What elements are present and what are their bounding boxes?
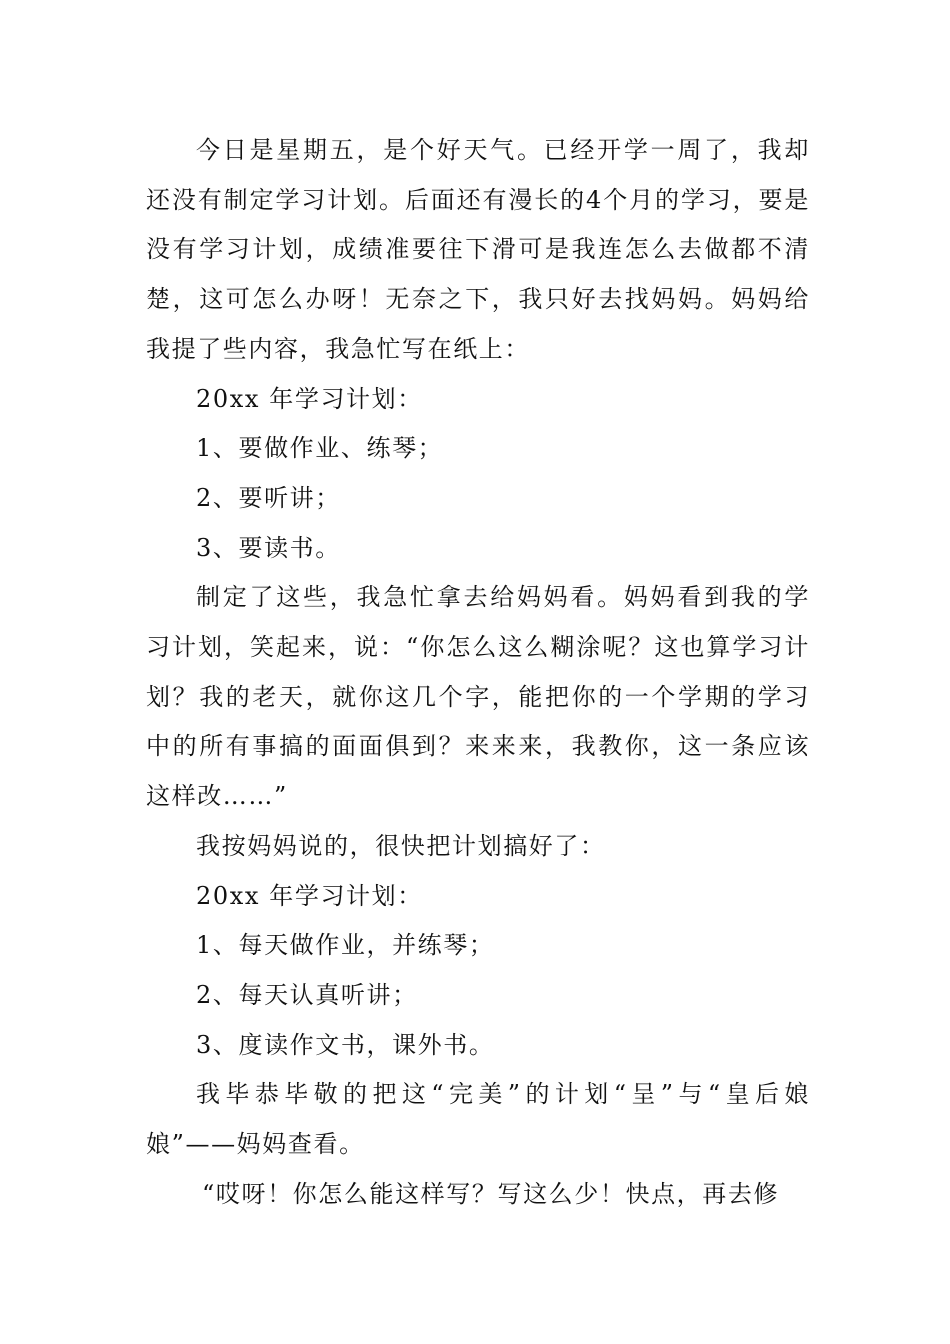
- document-body: [146, 126, 810, 1219]
- plan-item-3-first: 3、要读书。: [196, 533, 341, 562]
- plan-item-2-second: 2、每天认真听讲；: [196, 980, 418, 1009]
- paragraph-mom-reaction: 制定了这些，我急忙拿去给妈妈看。妈妈看到我的学习计划，笑起来，说：“你怎么这么糊涂呢？这也算学习计划？我的老天，就你这几个字，能把你的一个学期的学习中的所有事搞的面面俱到？来来来，我教你，这一条应该这样改……”: [146, 583, 810, 811]
- paragraph-mom-complaint: “哎呀！你怎么能这样写？写这么少！快点，再去修: [202, 1179, 780, 1208]
- plan-title-first: 20xx 年学习计划：: [196, 384, 423, 413]
- plan-title-second: 20xx 年学习计划：: [196, 881, 423, 910]
- paragraph-intro: 今日是星期五，是个好天气。已经开学一周了，我却还没有制定学习计划。后面还有漫长的4个月的学习，要是没有学习计划，成绩准要往下滑可是我连怎么去做都不清楚，这可怎么办呀！无奈之下，我只好去找妈妈。妈妈给我提了些内容，我急忙写在纸上：: [146, 136, 810, 363]
- plan-item-1-second: 1、每天做作业，并练琴；: [196, 931, 495, 960]
- plan-item-2-first: 2、要听讲；: [196, 483, 341, 512]
- paragraph-presenting-plan: 我毕恭毕敬的把这“完美”的计划“呈”与“皇后娘娘”——妈妈查看。: [146, 1080, 810, 1159]
- paragraph-revised-plan-intro: 我按妈妈说的，很快把计划搞好了：: [196, 831, 606, 860]
- plan-item-3-second: 3、度读作文书，课外书。: [196, 1030, 495, 1059]
- plan-item-1-first: 1、要做作业、练琴；: [196, 434, 444, 463]
